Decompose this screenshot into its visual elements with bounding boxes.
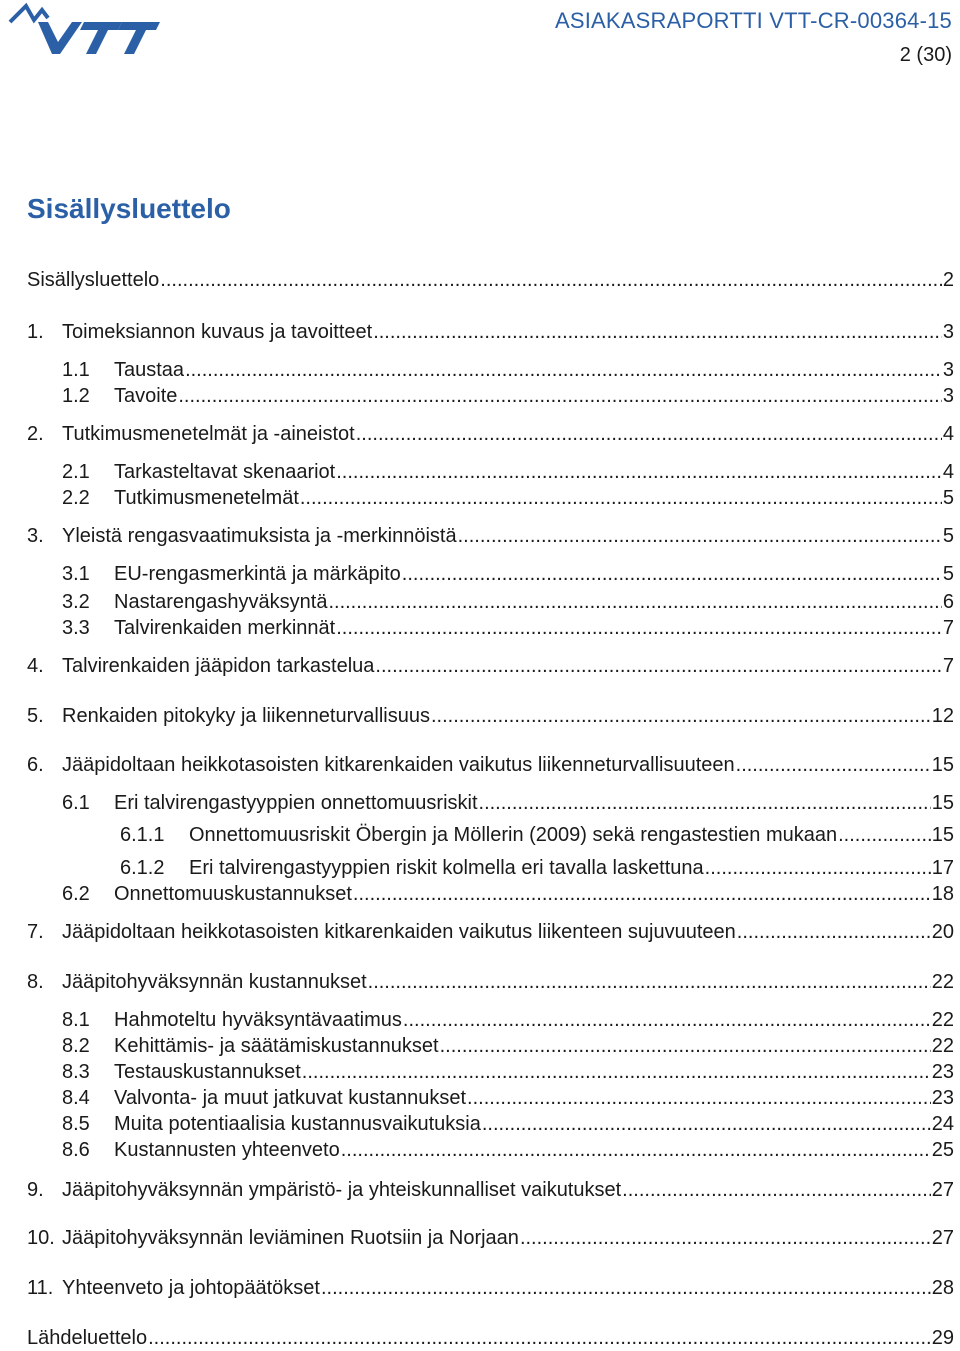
toc-entry[interactable] [0, 1111, 960, 1137]
dot-leader [467, 1085, 931, 1111]
toc-entry-number: 8.6 [62, 1139, 90, 1161]
toc-entry-page: 27 [931, 1179, 954, 1201]
toc-entry[interactable] [0, 752, 960, 778]
toc-entry-page: 23 [931, 1087, 954, 1109]
dot-leader [705, 855, 931, 881]
report-id: ASIAKASRAPORTTI VTT-CR-00364-15 [554, 8, 952, 33]
toc-entry-page: 28 [931, 1277, 954, 1299]
dot-leader [431, 703, 931, 729]
toc-entry-number: 2.2 [62, 487, 90, 509]
toc-entry-page: 15 [931, 754, 954, 776]
dot-leader [353, 881, 931, 907]
toc-entry-page: 5 [942, 525, 954, 547]
dot-leader [520, 1225, 931, 1251]
dot-leader [736, 752, 931, 778]
toc-entry-page: 15 [931, 792, 954, 814]
toc-entry-number: 10. [27, 1227, 55, 1249]
toc-entry-page: 7 [942, 655, 954, 677]
toc-entry-number: 11. [27, 1277, 54, 1299]
toc-entry-number: 3. [27, 525, 44, 547]
dot-leader [178, 383, 942, 409]
toc-entry-number: 5. [27, 705, 44, 727]
toc-entry[interactable] [0, 485, 960, 511]
toc-entry-title: Yleistä rengasvaatimuksista ja -merkinnöistä [62, 525, 457, 547]
toc-entry-title: Eri talvirengastyyppien onnettomuusriskit [114, 792, 478, 814]
toc-entry-title: Kehittämis- ja säätämiskustannukset [114, 1035, 439, 1057]
toc-entry-title: Valvonta- ja muut jatkuvat kustannukset [114, 1087, 467, 1109]
toc-entry[interactable] [0, 1007, 960, 1033]
toc-entry[interactable] [0, 822, 960, 848]
toc-entry-title: Jääpidoltaan heikkotasoisten kitkarenkaiden vaikutus liikenneturvallisuuteen [62, 754, 735, 776]
toc-entry-page: 17 [931, 857, 954, 879]
toc-entry-number: 6.1.1 [120, 824, 165, 846]
toc-entry-number: 6.1 [62, 792, 90, 814]
toc-entry-number: 3.2 [62, 591, 90, 613]
toc-entry-number: 1.2 [62, 385, 90, 407]
toc-entry-page: 20 [931, 921, 954, 943]
toc-entry-number: 6. [27, 754, 44, 776]
toc-entry-title: Onnettomuusriskit Öbergin ja Möllerin (2009) sekä rengastestien mukaan [189, 824, 838, 846]
toc-entry-title: Jääpitohyväksynnän ympäristö- ja yhteiskunnalliset vaikutukset [62, 1179, 622, 1201]
toc-entry-number: 2.1 [62, 461, 90, 483]
toc-entry-page: 18 [931, 883, 954, 905]
toc-entry-page: 5 [942, 563, 954, 585]
toc-entry-page: 29 [931, 1327, 954, 1349]
toc-entry-number: 2. [27, 423, 44, 445]
toc-entry-title: Jääpitohyväksynnän kustannukset [62, 971, 367, 993]
toc-entry-number: 7. [27, 921, 44, 943]
dot-leader [482, 1111, 931, 1137]
dot-leader [622, 1177, 931, 1203]
toc-entry-title: Hahmoteltu hyväksyntävaatimus [114, 1009, 402, 1031]
toc-entry-title: Tutkimusmenetelmät [114, 487, 299, 509]
toc-entry-number: 9. [27, 1179, 44, 1201]
toc-entry[interactable] [0, 1085, 960, 1111]
page-indicator: 2 (30) [899, 44, 952, 66]
dot-leader [328, 589, 941, 615]
toc-entry[interactable] [0, 459, 960, 485]
toc-entry-title: Talvirenkaiden merkinnät [114, 617, 336, 639]
toc-entry-page: 5 [942, 487, 954, 509]
toc-entry[interactable] [0, 523, 960, 549]
toc-entry-number: 6.1.2 [120, 857, 165, 879]
toc-entry-page: 27 [931, 1227, 954, 1249]
toc-entry-title: Jääpitohyväksynnän leviäminen Ruotsiin ja Norjaan [62, 1227, 519, 1249]
toc-entry-page: 12 [931, 705, 954, 727]
toc-entry-number: 6.2 [62, 883, 90, 905]
toc-entry[interactable] [0, 1033, 960, 1059]
toc-entry[interactable] [0, 589, 960, 615]
dot-leader [458, 523, 942, 549]
toc-entry-page: 22 [931, 971, 954, 993]
toc-entry[interactable] [0, 969, 960, 995]
dot-leader [838, 822, 931, 848]
toc-entry-page: 7 [942, 617, 954, 639]
dot-leader [336, 459, 942, 485]
toc-entry[interactable] [0, 615, 960, 641]
toc-entry-page: 15 [931, 824, 954, 846]
toc-title: Sisällysluettelo [27, 193, 231, 224]
toc-entry[interactable] [0, 1137, 960, 1163]
dot-leader [302, 1059, 931, 1085]
toc-entry-page: 3 [942, 321, 954, 343]
toc-entry-page: 4 [942, 461, 954, 483]
toc-entry[interactable] [0, 561, 960, 587]
toc-entry-page: 2 [942, 269, 954, 291]
toc-entry[interactable] [0, 653, 960, 679]
dot-leader [341, 1137, 931, 1163]
toc-entry[interactable] [0, 790, 960, 816]
toc-entry[interactable] [0, 319, 960, 345]
toc-entry-number: 3.3 [62, 617, 90, 639]
toc-entry[interactable] [0, 881, 960, 907]
dot-leader [185, 357, 942, 383]
dot-leader [403, 1007, 931, 1033]
toc-entry-title: Kustannusten yhteenveto [114, 1139, 340, 1161]
toc-entry-number: 1.1 [62, 359, 90, 381]
toc-entry-number: 8. [27, 971, 44, 993]
toc-entry-title: EU-rengasmerkintä ja märkäpito [114, 563, 401, 585]
toc-entry[interactable] [0, 357, 960, 383]
toc-entry-title: Taustaa [114, 359, 185, 381]
toc-entry-title: Tavoite [114, 385, 178, 407]
toc-entry-title: Eri talvirengastyyppien riskit kolmella eri tavalla laskettuna [189, 857, 704, 879]
dot-leader [321, 1275, 931, 1301]
toc-entry-title: Renkaiden pitokyky ja liikenneturvallisuus [62, 705, 430, 727]
toc-entry-title: Yhteenveto ja johtopäätökset [62, 1277, 320, 1299]
toc-entry-number: 8.1 [62, 1009, 90, 1031]
dot-leader [373, 319, 942, 345]
toc-entry[interactable] [0, 421, 960, 447]
toc-entry-title: Tarkasteltavat skenaariot [114, 461, 336, 483]
dot-leader [368, 969, 931, 995]
toc-entry-page: 23 [931, 1061, 954, 1083]
toc-entry-title: Talvirenkaiden jääpidon tarkastelua [62, 655, 375, 677]
toc-entry-page: 3 [942, 385, 954, 407]
toc-entry-number: 8.4 [62, 1087, 90, 1109]
toc-entry-number: 4. [27, 655, 44, 677]
dot-leader [160, 267, 942, 293]
toc-entry-number: 8.3 [62, 1061, 90, 1083]
dot-leader [356, 421, 942, 447]
dot-leader [737, 919, 931, 945]
toc-entry-title: Jääpidoltaan heikkotasoisten kitkarenkaiden vaikutus liikenteen sujuvuuteen [62, 921, 736, 943]
toc-entry-page: 22 [931, 1009, 954, 1031]
toc-entry-number: 8.2 [62, 1035, 90, 1057]
toc-entry-page: 6 [942, 591, 954, 613]
dot-leader [479, 790, 931, 816]
toc-entry[interactable] [0, 1325, 960, 1351]
dot-leader [148, 1325, 931, 1351]
toc-entry-page: 25 [931, 1139, 954, 1161]
toc-entry-number: 3.1 [62, 563, 90, 585]
toc-entry-title: Toimeksiannon kuvaus ja tavoitteet [62, 321, 373, 343]
dot-leader [300, 485, 942, 511]
toc-entry-title: Nastarengashyväksyntä [114, 591, 328, 613]
toc-entry-number: 1. [27, 321, 44, 343]
toc-entry[interactable] [0, 267, 960, 293]
dot-leader [375, 653, 941, 679]
toc-entry[interactable] [0, 1059, 960, 1085]
toc-entry[interactable] [0, 703, 960, 729]
toc-entry[interactable] [0, 1177, 960, 1203]
toc-entry-page: 22 [931, 1035, 954, 1057]
toc-entry[interactable] [0, 855, 960, 881]
toc-entry[interactable] [0, 1275, 960, 1301]
toc-entry-page: 3 [942, 359, 954, 381]
toc-entry-title: Tutkimusmenetelmät ja -aineistot [62, 423, 355, 445]
toc-entry-page: 24 [931, 1113, 954, 1135]
toc-entry-number: 8.5 [62, 1113, 90, 1135]
toc-entry-title: Lähdeluettelo [27, 1327, 148, 1349]
toc-entry[interactable] [0, 383, 960, 409]
toc-entry-title: Sisällysluettelo [27, 269, 160, 291]
toc-entry-page: 4 [942, 423, 954, 445]
toc-entry[interactable] [0, 919, 960, 945]
toc-entry-title: Muita potentiaalisia kustannusvaikutuksia [114, 1113, 481, 1135]
dot-leader [402, 561, 942, 587]
dot-leader [336, 615, 942, 641]
toc-entry[interactable] [0, 1225, 960, 1251]
dot-leader [440, 1033, 931, 1059]
toc-entry-title: Testauskustannukset [114, 1061, 301, 1083]
toc-entry-title: Onnettomuuskustannukset [114, 883, 352, 905]
